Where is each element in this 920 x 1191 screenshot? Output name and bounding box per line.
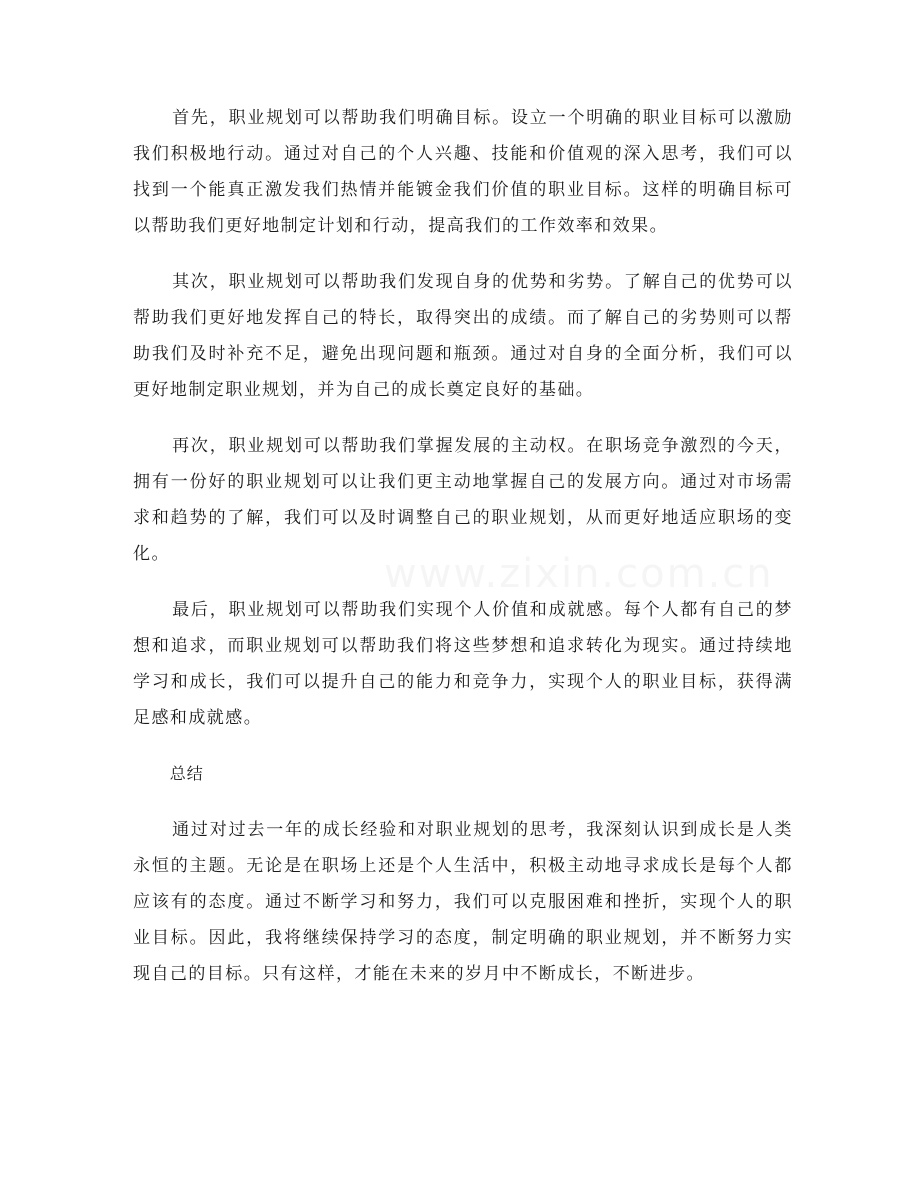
section-heading-summary: 总结 <box>169 764 204 783</box>
watermark-text: www.zixin.com.cn <box>384 551 774 597</box>
paragraph-initiative: 再次，职业规划可以帮助我们掌握发展的主动权。在职场竞争激烈的今天，拥有一份好的职业规划可以让我们更主动地掌握自己的发展方向。通过对市场需求和趋势的了解，我们可以及时调整自己的职业规划，从而更好地适应职场的变化。 <box>133 436 793 564</box>
paragraph-goals: 首先，职业规划可以帮助我们明确目标。设立一个明确的职业目标可以激励我们积极地行动。通过对自己的个人兴趣、技能和价值观的深入思考，我们可以找到一个能真正激发我们热情并能镀金我们价值的职业目标。这样的明确目标可以帮助我们更好地制定计划和行动，提高我们的工作效率和效果。 <box>133 108 793 236</box>
paragraph-value: 最后，职业规划可以帮助我们实现个人价值和成就感。每个人都有自己的梦想和追求，而职业规划可以帮助我们将这些梦想和追求转化为现实。通过持续地学习和成长，我们可以提升自己的能力和竞争力，实现个人的职业目标，获得满足感和成就感。 <box>133 600 793 728</box>
paragraph-strengths: 其次，职业规划可以帮助我们发现自身的优势和劣势。了解自己的优势可以帮助我们更好地发挥自己的特长，取得突出的成绩。而了解自己的劣势则可以帮助我们及时补充不足，避免出现问题和瓶颈。通过对自身的全面分析，我们可以更好地制定职业规划，并为自己的成长奠定良好的基础。 <box>133 272 793 400</box>
paragraph-summary: 通过对过去一年的成长经验和对职业规划的思考，我深刻认识到成长是人类永恒的主题。无论是在职场上还是个人生活中，积极主动地寻求成长是每个人都应该有的态度。通过不断学习和努力，我们可以克服困难和挫折，实现个人的职业目标。因此，我将继续保持学习的态度，制定明确的职业规划，并不断努力实现自己的目标。只有这样，才能在未来的岁月中不断成长，不断进步。 <box>133 820 793 984</box>
document-body <box>133 100 793 1012</box>
